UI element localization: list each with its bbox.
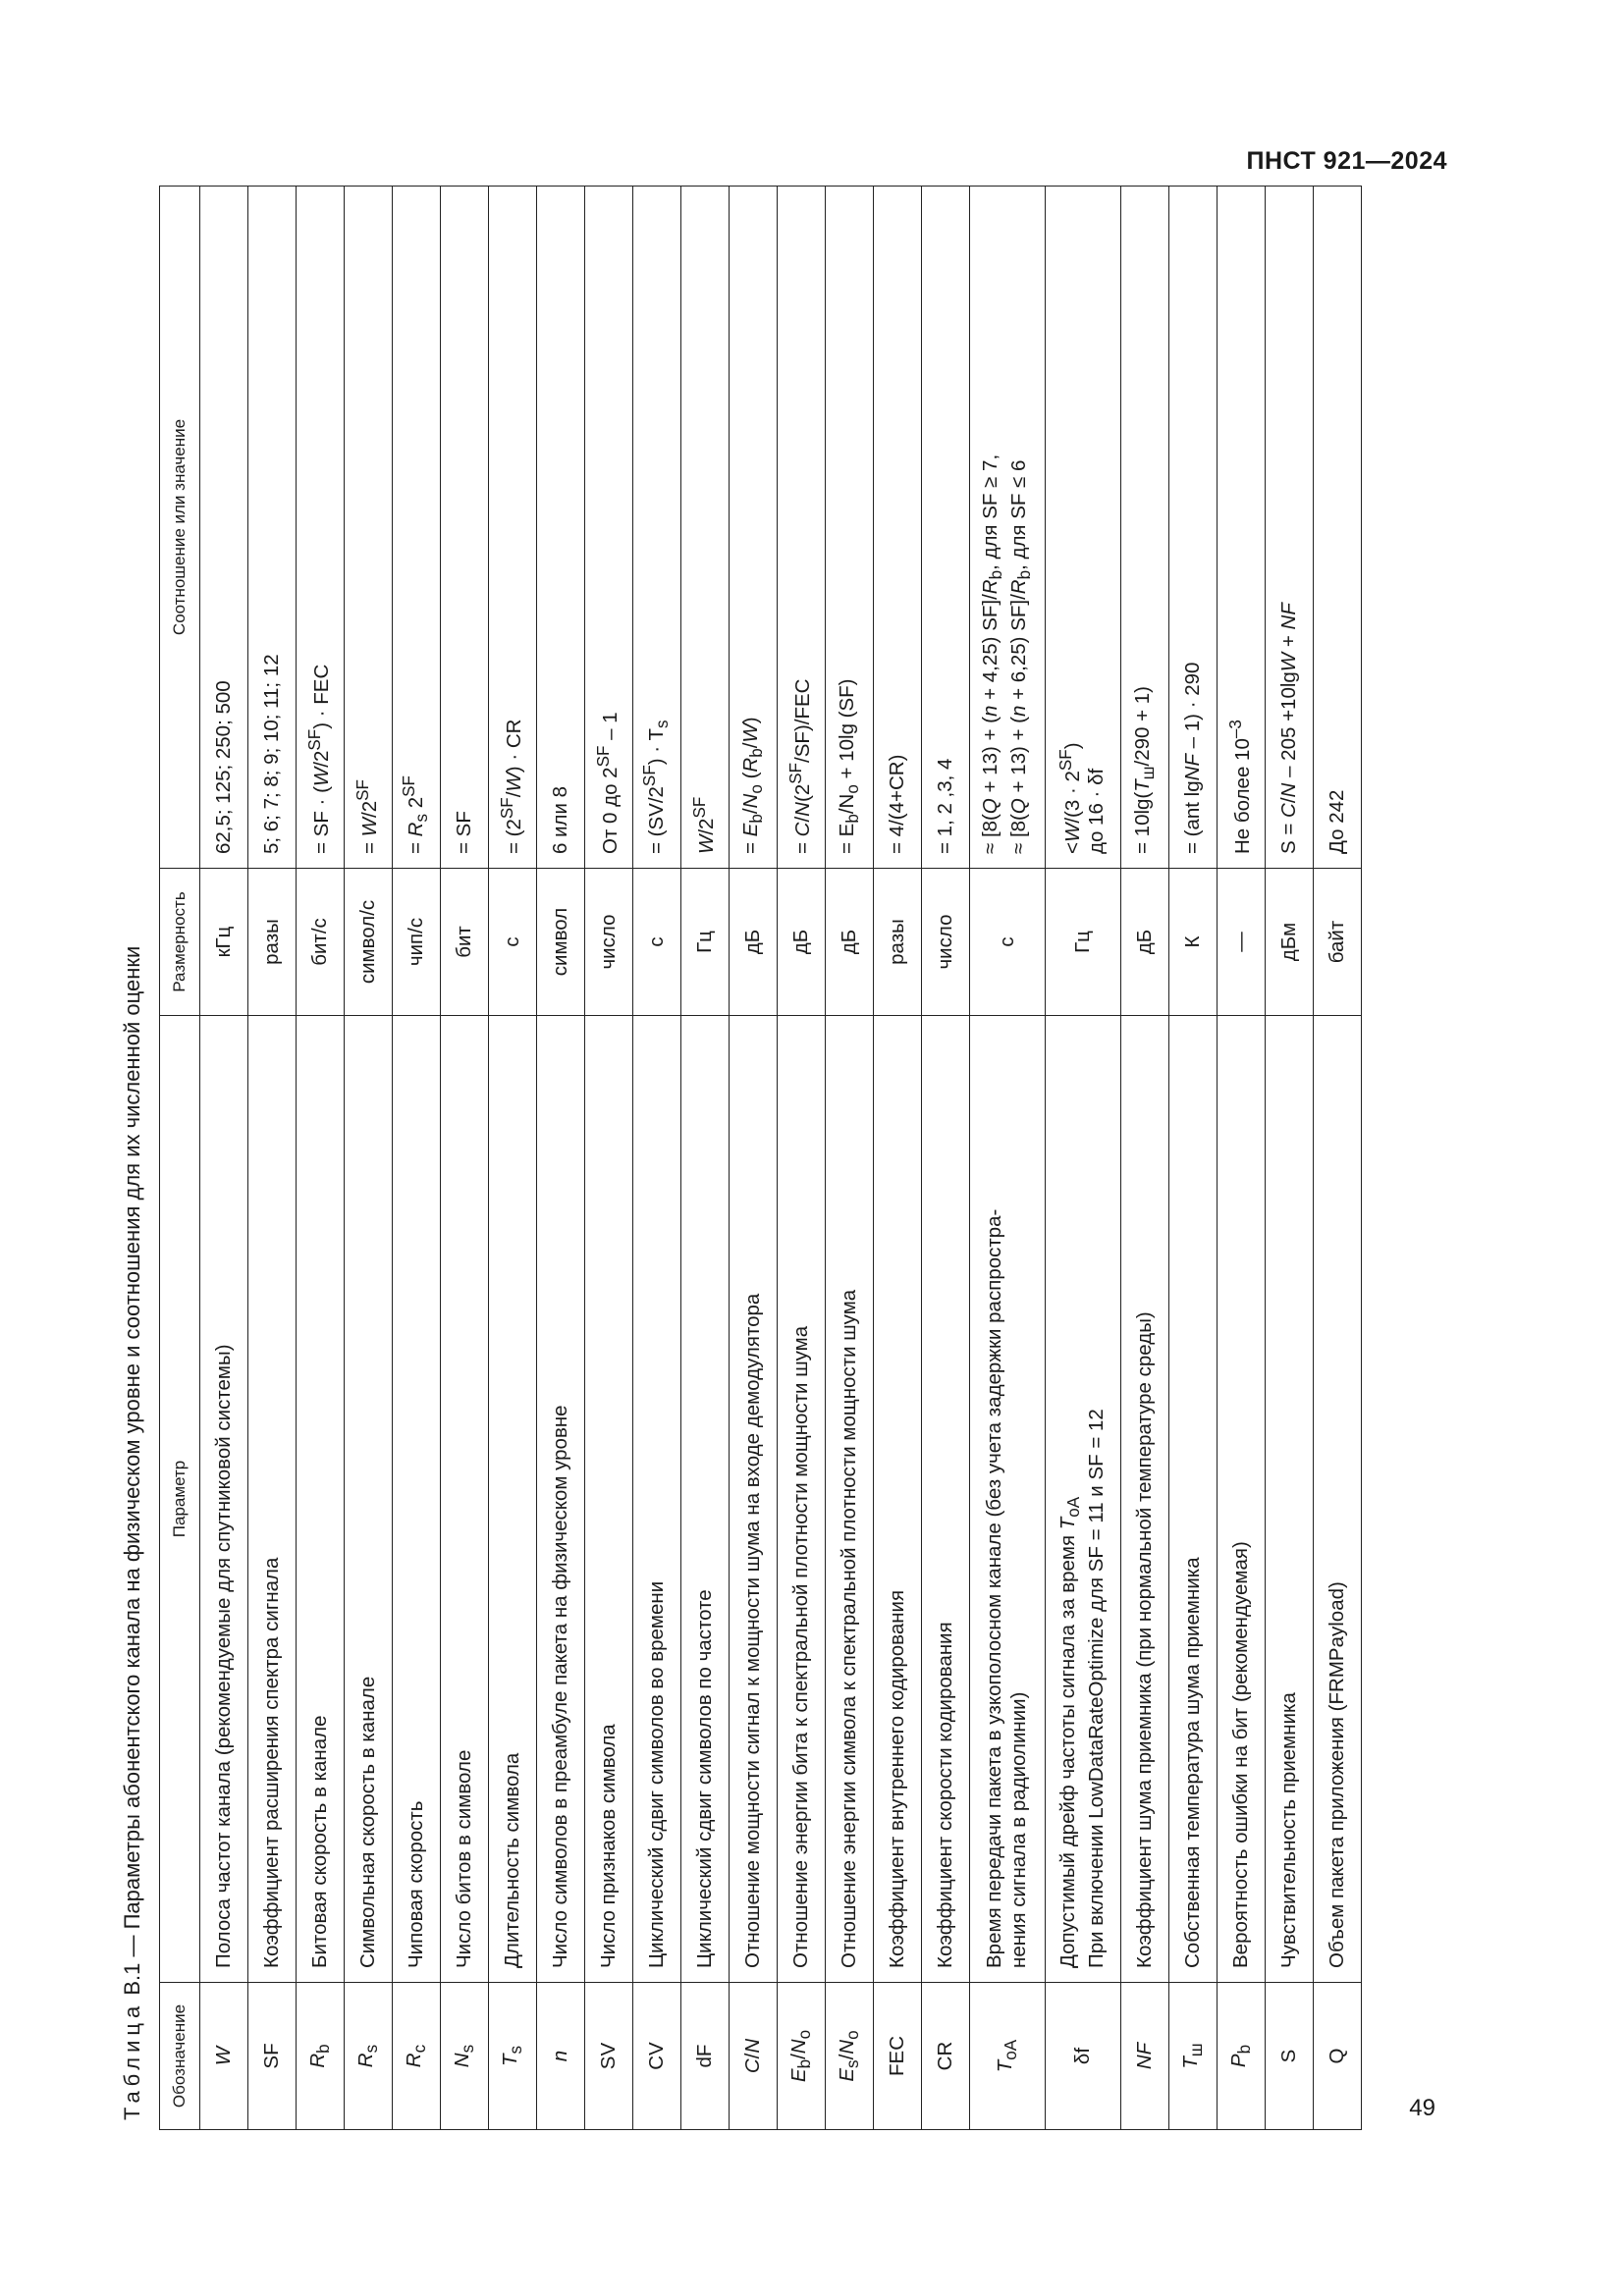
value-cell: = $C/N(2^{SF}/SF)$/FEC [778, 187, 826, 869]
table-row [585, 187, 633, 2130]
parameter-cell [970, 1016, 1046, 1983]
table-caption-label: Таблица [120, 2001, 144, 2120]
table-caption [120, 946, 145, 2120]
parameter-cell: Циклический сдвиг символов во времени [633, 1016, 681, 1983]
value-cell: = $(SV/2^{SF}) \cdot T_s$ [633, 187, 681, 869]
symbol-cell: $R_s$ [345, 1983, 393, 2130]
symbol-cell: SV [585, 1983, 633, 2130]
value-line: до 16 · δf [1085, 768, 1109, 854]
parameter-cell: Отношение мощности сигнал к мощности шума на входе демодулятора [730, 1016, 778, 1983]
value-cell: = $W/2^{SF}$ [345, 187, 393, 869]
value-cell: До 242 [1314, 187, 1362, 869]
table-row [1314, 187, 1362, 2130]
value-cell: = 1, 2 ,3, 4 [922, 187, 970, 869]
dimension-cell: дБм [1266, 869, 1314, 1016]
value-cell: = $R_s$ $2^{SF}$ [393, 187, 441, 869]
value-cell: От 0 до $2^{SF} - 1$ [585, 187, 633, 869]
dimension-cell: кГц [200, 869, 248, 1016]
symbol-cell: dF [681, 1983, 730, 2130]
dimension-cell: дБ [778, 869, 826, 1016]
parameters-table [159, 186, 1362, 2130]
value-cell: = SF · $(W/2^{SF})$ · FEC [297, 187, 345, 869]
value-cell: 62,5; 125; 250; 500 [200, 187, 248, 869]
document-code: ПНСТ 921—2024 [1246, 147, 1447, 175]
symbol-cell: n [537, 1983, 585, 2130]
parameter-cell: Символьная скорость в канале [345, 1016, 393, 1983]
dimension-cell: разы [248, 869, 297, 1016]
dimension-cell: Гц [681, 869, 730, 1016]
parameter-cell: Вероятность ошибки на бит (рекомендуемая) [1218, 1016, 1266, 1983]
symbol-cell: $R_c$ [393, 1983, 441, 2130]
header-dimension: Размерность [160, 869, 200, 1016]
parameter-cell [1046, 1016, 1121, 1983]
parameter-line: При включении LowDataRateOptimize для SF = 11 и SF = 12 [1084, 1409, 1108, 1968]
table-row [730, 187, 778, 2130]
parameter-cell: Число символов в преамбуле пакета на физическом уровне [537, 1016, 585, 1983]
symbol-cell: SF [248, 1983, 297, 2130]
symbol-cell: $T_{oA}$ [970, 1983, 1046, 2130]
table-row [345, 187, 393, 2130]
table-row [778, 187, 826, 2130]
dimension-cell: с [633, 869, 681, 1016]
parameter-cell: Отношение энергии бита к спектральной плотности мощности шума [778, 1016, 826, 1983]
table-row [1169, 187, 1218, 2130]
dimension-cell: дБ [730, 869, 778, 1016]
parameter-cell: Число битов в символе [441, 1016, 489, 1983]
table-header-row [160, 187, 200, 2130]
parameter-cell: Число признаков символа [585, 1016, 633, 1983]
symbol-cell: NF [1121, 1983, 1169, 2130]
header-parameter: Параметр [160, 1016, 200, 1983]
symbol-cell: $E_s/N_o$ [826, 1983, 874, 2130]
dimension-cell: чип/с [393, 869, 441, 1016]
parameter-cell: Коэффициент шума приемника (при нормальной температуре среды) [1121, 1016, 1169, 1983]
parameter-line: Время передачи пакета в узкополосном канале (без учета задержки распростра- [983, 1208, 1006, 1968]
table-row [633, 187, 681, 2130]
dimension-cell: — [1218, 869, 1266, 1016]
symbol-cell: $T_s$ [489, 1983, 537, 2130]
table-row [681, 187, 730, 2130]
value-cell: = $10\lg(T_ш/290 + 1)$ [1121, 187, 1169, 869]
table-row [248, 187, 297, 2130]
table-row [826, 187, 874, 2130]
parameter-cell: Объем пакета приложения (FRMPayload) [1314, 1016, 1362, 1983]
dimension-cell: символ/с [345, 869, 393, 1016]
parameter-cell: Циклический сдвиг символов по частоте [681, 1016, 730, 1983]
value-cell: S = C/N – 205 +10lgW + NF [1266, 187, 1314, 869]
symbol-cell: C/N [730, 1983, 778, 2130]
parameter-line: нения сигнала в радиолинии) [1007, 1691, 1030, 1968]
table-row [922, 187, 970, 2130]
dimension-cell: бит/с [297, 869, 345, 1016]
symbol-cell: CR [922, 1983, 970, 2130]
dimension-cell: дБ [1121, 869, 1169, 1016]
dimension-cell: дБ [826, 869, 874, 1016]
value-cell: $W/2^{SF}$ [681, 187, 730, 869]
header-symbol: Обозначение [160, 1983, 200, 2130]
dimension-cell: число [585, 869, 633, 1016]
value-cell: 5; 6; 7; 8; 9; 10; 11; 12 [248, 187, 297, 869]
value-cell: = (ant lgNF – 1) · 290 [1169, 187, 1218, 869]
symbol-cell: $P_b$ [1218, 1983, 1266, 2130]
symbol-cell: S [1266, 1983, 1314, 2130]
parameter-cell: Полоса частот канала (рекомендуемые для спутниковой системы) [200, 1016, 248, 1983]
parameter-cell: Отношение энергии символа к спектральной плотности мощности шума [826, 1016, 874, 1983]
table-row [970, 187, 1046, 2130]
value-line: ≈ [8(Q + 13) + (n + 6,25) $SF]/R_b$, для SF ≤ 6 [1007, 459, 1035, 854]
dimension-cell: символ [537, 869, 585, 1016]
parameter-cell: Собственная температура шума приемника [1169, 1016, 1218, 1983]
symbol-cell: $E_b/N_o$ [778, 1983, 826, 2130]
parameter-line: Допустимый дрейф частоты сигнала за время $T_{oA}$ [1056, 1496, 1084, 1968]
table-row [1121, 187, 1169, 2130]
value-cell: = $E_b/N_o$ $(R_b/W)$ [730, 187, 778, 869]
table-row [537, 187, 585, 2130]
table-row [489, 187, 537, 2130]
dimension-cell: число [922, 869, 970, 1016]
dimension-cell: с [489, 869, 537, 1016]
dimension-cell: бит [441, 869, 489, 1016]
value-cell: = $(2^{SF}/W)$ · CR [489, 187, 537, 869]
dimension-cell: К [1169, 869, 1218, 1016]
table-row [297, 187, 345, 2130]
value-cell: = SF [441, 187, 489, 869]
value-cell [1046, 187, 1121, 869]
table-row [393, 187, 441, 2130]
symbol-cell: $N_s$ [441, 1983, 489, 2130]
symbol-cell: $R_b$ [297, 1983, 345, 2130]
dimension-cell: с [970, 869, 1046, 1016]
table-row [874, 187, 922, 2130]
value-cell: = $E_b/N_o + 10\lg$ (SF) [826, 187, 874, 869]
header-value: Соотношение или значение [160, 187, 200, 869]
value-cell: = 4/(4+CR) [874, 187, 922, 869]
symbol-cell: CV [633, 1983, 681, 2130]
parameter-cell: Битовая скорость в канале [297, 1016, 345, 1983]
table-row [1266, 187, 1314, 2130]
dimension-cell: байт [1314, 869, 1362, 1016]
value-line: ≈ [8(Q + 13) + (n + 4,25) $SF]/R_b$, для SF ≥ 7, [979, 454, 1006, 854]
dimension-cell: разы [874, 869, 922, 1016]
value-cell [970, 187, 1046, 869]
table-row [441, 187, 489, 2130]
parameter-cell: Коэффициент скорости кодирования [922, 1016, 970, 1983]
symbol-cell: FEC [874, 1983, 922, 2130]
parameter-cell: Коэффициент расширения спектра сигнала [248, 1016, 297, 1983]
table-caption-text: В.1 — Параметры абонентского канала на физическом уровне и соотношения для их численной оценки [120, 945, 144, 2002]
symbol-cell: δf [1046, 1983, 1121, 2130]
table-row [1218, 187, 1266, 2130]
parameter-cell: Чувствительность приемника [1266, 1016, 1314, 1983]
symbol-cell: $T_ш$ [1169, 1983, 1218, 2130]
dimension-cell: Гц [1046, 869, 1121, 1016]
parameter-cell: Длительность символа [489, 1016, 537, 1983]
value-line: $<W/(3 \cdot 2^{SF})$ [1056, 742, 1084, 854]
symbol-cell: Q [1314, 1983, 1362, 2130]
symbol-cell: W [200, 1983, 248, 2130]
table-row [200, 187, 248, 2130]
rotated-page-content [118, 177, 1355, 2140]
value-cell: Не более $10^{-3}$ [1218, 187, 1266, 869]
table-row [1046, 187, 1121, 2130]
page-number: 49 [1409, 2095, 1435, 2121]
value-cell: 6 или 8 [537, 187, 585, 869]
parameter-cell: Коэффициент внутреннего кодирования [874, 1016, 922, 1983]
parameter-cell: Чиповая скорость [393, 1016, 441, 1983]
